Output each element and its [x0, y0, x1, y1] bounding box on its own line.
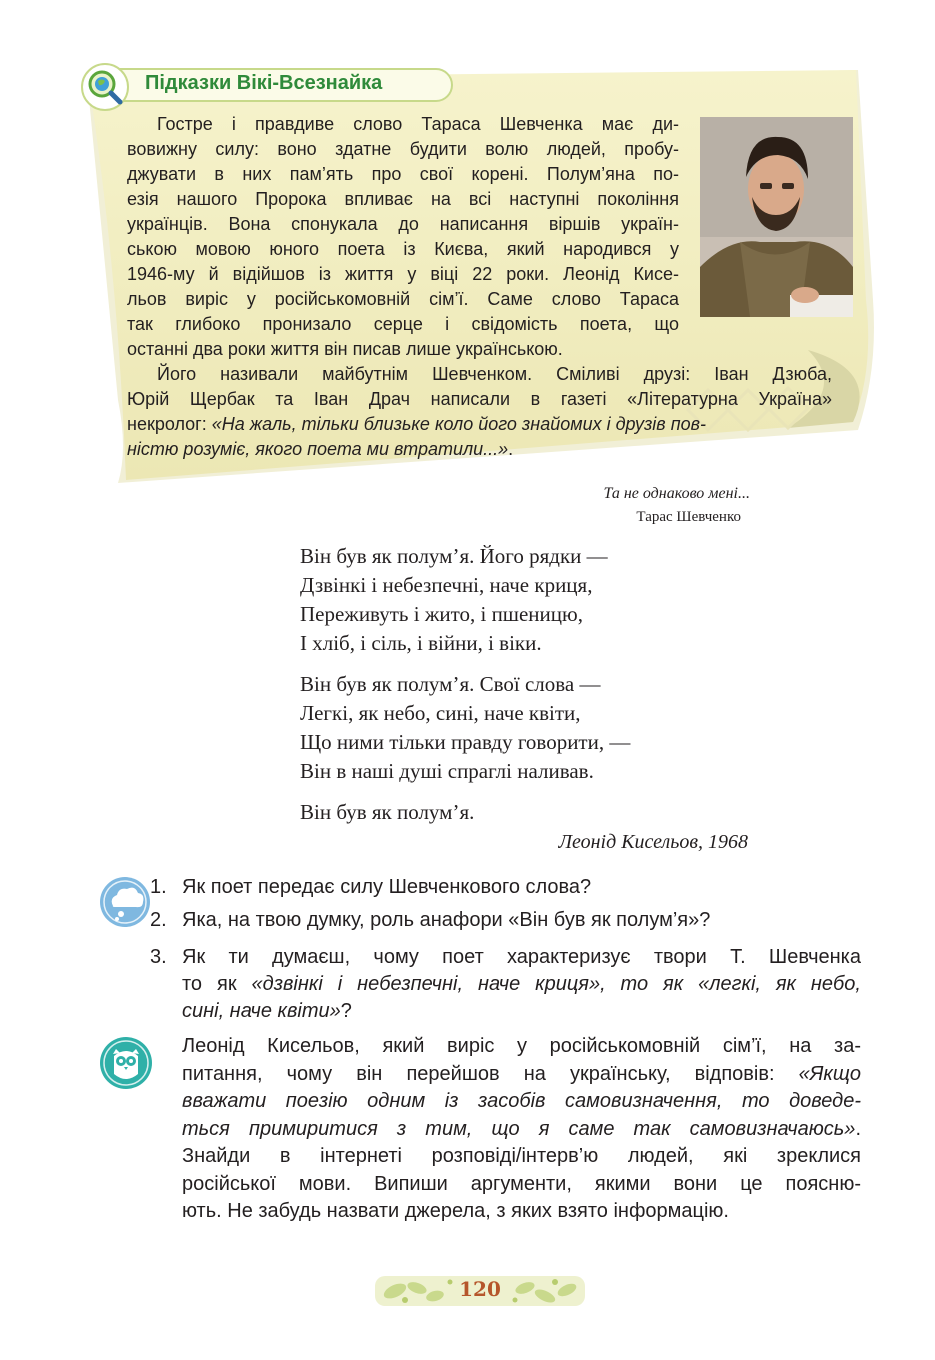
question-text — [182, 971, 861, 998]
question-item — [150, 874, 861, 901]
task-line: ють. Не забудь назвати джерела, з яких взято інформацію. — [182, 1200, 729, 1222]
poem-line: Він в наші душі спраглі наливав. — [300, 759, 594, 783]
poem-line: Що ними тільки правду говорити, — — [300, 730, 631, 754]
tips-title: Підказки Вікі-Всезнайка — [145, 72, 383, 94]
poem — [300, 542, 630, 839]
question-text: Яка, на твою думку, роль анафори «Він був як полум’я»? — [182, 909, 711, 931]
task-quote: ться примиритися з тим, що я саме так самовизначаюсь» — [182, 1117, 856, 1140]
tips-p1-line: льов виріс у російськомовній сім’ї. Саме слово Тараса — [127, 289, 679, 309]
task-line — [182, 1116, 861, 1144]
poem-line: Він був як полум’я. Свої слова — — [300, 672, 601, 696]
tips-p1-line: ською мовою юного поета із Києва, який народився у — [127, 239, 679, 259]
tips-p1-line: останні два роки життя він писав лише українською. — [127, 339, 563, 359]
question-text — [182, 998, 861, 1025]
tips-p2-quote: ністю розуміє, якого поета ми втратили...» — [127, 439, 509, 459]
page-number: 120 — [459, 1277, 501, 1301]
task-line: російської мови. Випиши аргументи, якими вони це поясню- — [182, 1172, 861, 1195]
poem-line: Він був як полум’я. Його рядки — — [300, 544, 608, 568]
poem-stanza — [300, 542, 630, 658]
epigraph-text: Та не однаково мені... — [603, 485, 750, 502]
question-text: Як поет передає силу Шевченкового слова? — [182, 876, 592, 898]
poem-line: І хліб, і сіль, і війни, і віки. — [300, 631, 542, 655]
task-line: Леонід Кисельов, який виріс у російськомовній сім’ї, на за- — [182, 1035, 861, 1057]
tips-p2-text: . — [508, 439, 514, 459]
task-text: питання, чому він перейшов на українську, відповів: — [182, 1062, 799, 1085]
tips-p1-line: так глибоко пронизало серце і свідомість поета, що — [127, 314, 679, 334]
poem-line: Дзвінкі і небезпечні, наче криця, — [300, 573, 593, 597]
tips-p2-text: некролог: — [127, 414, 212, 434]
task-quote: вважати поезію одним із засобів самовизначення, то доведе- — [182, 1090, 861, 1112]
thinking-cloud-icon — [99, 876, 151, 928]
task-paragraph — [182, 1033, 861, 1226]
question-item — [150, 944, 861, 1025]
magnifier-globe-icon — [80, 62, 130, 112]
tips-p1-line: Гостре і правдиве слово Тараса Шевченка має ди- — [157, 114, 679, 134]
poem-stanza — [300, 798, 630, 827]
questions-list — [150, 874, 861, 1031]
task-line — [182, 1061, 861, 1089]
tips-p2-quote: «На жаль, тільки близьке коло його знайомих і друзів пов- — [211, 414, 707, 434]
task-line — [182, 1088, 861, 1116]
poem-line: Переживуть і жито, і пшеницю, — [300, 602, 583, 626]
tips-p1-line: езія нашого Пророка впливає на всі наступні покоління — [127, 189, 679, 209]
tips-p1-line: 1946-му й відійшов із життя у віці 22 роки. Леонід Кисе- — [127, 264, 679, 284]
question-text: Як ти думаєш, чому поет характеризує твори Т. Шевченка — [182, 946, 861, 968]
tips-p2-line — [127, 437, 832, 462]
question-number: 2. — [150, 909, 167, 931]
poem-line: Він був як полум’я. — [300, 800, 475, 824]
question-text-plain: ? — [340, 1000, 352, 1022]
question-quote: сині, наче квіти» — [182, 1000, 341, 1022]
poet-photo — [700, 117, 853, 317]
poem-stanza — [300, 670, 630, 786]
task-quote: «Якщо — [798, 1062, 861, 1085]
task-text: . — [855, 1117, 861, 1140]
owl-icon — [99, 1036, 153, 1090]
tips-p1-line: українців. Вона спонукала до написання віршів україн- — [127, 214, 679, 234]
question-quote: «дзвінкі і небезпечні, наче криця», то як «легкі, як небо, — [251, 973, 861, 995]
tips-p1-line: вовижну силу: воно здатне будити волю людей, пробу- — [127, 139, 679, 159]
tips-p2-line — [127, 412, 817, 437]
epigraph-author: Тарас Шевченко — [636, 509, 741, 525]
tips-p2-line: Юрій Щербак та Іван Драч написали в газеті «Літературна Україна» — [127, 389, 832, 409]
question-number: 3. — [150, 946, 167, 968]
question-item — [150, 907, 861, 934]
question-number: 1. — [150, 876, 167, 898]
poem-author: Леонід Кисельов, 1968 — [558, 831, 748, 853]
question-text-plain: то як — [182, 973, 252, 995]
poem-line: Легкі, як небо, сині, наче квіти, — [300, 701, 581, 725]
tips-paragraph-1 — [127, 112, 679, 362]
tips-paragraph-2 — [127, 362, 832, 462]
task-line: Знайди в інтернеті розповіді/інтерв’ю людей, які зреклися — [182, 1145, 861, 1167]
tips-p2-line: Його називали майбутнім Шевченком. Сміливі друзі: Іван Дзюба, — [157, 364, 832, 384]
tips-p1-line: джувати в них пам’ять про свої корені. Полум’яна по- — [127, 164, 679, 184]
